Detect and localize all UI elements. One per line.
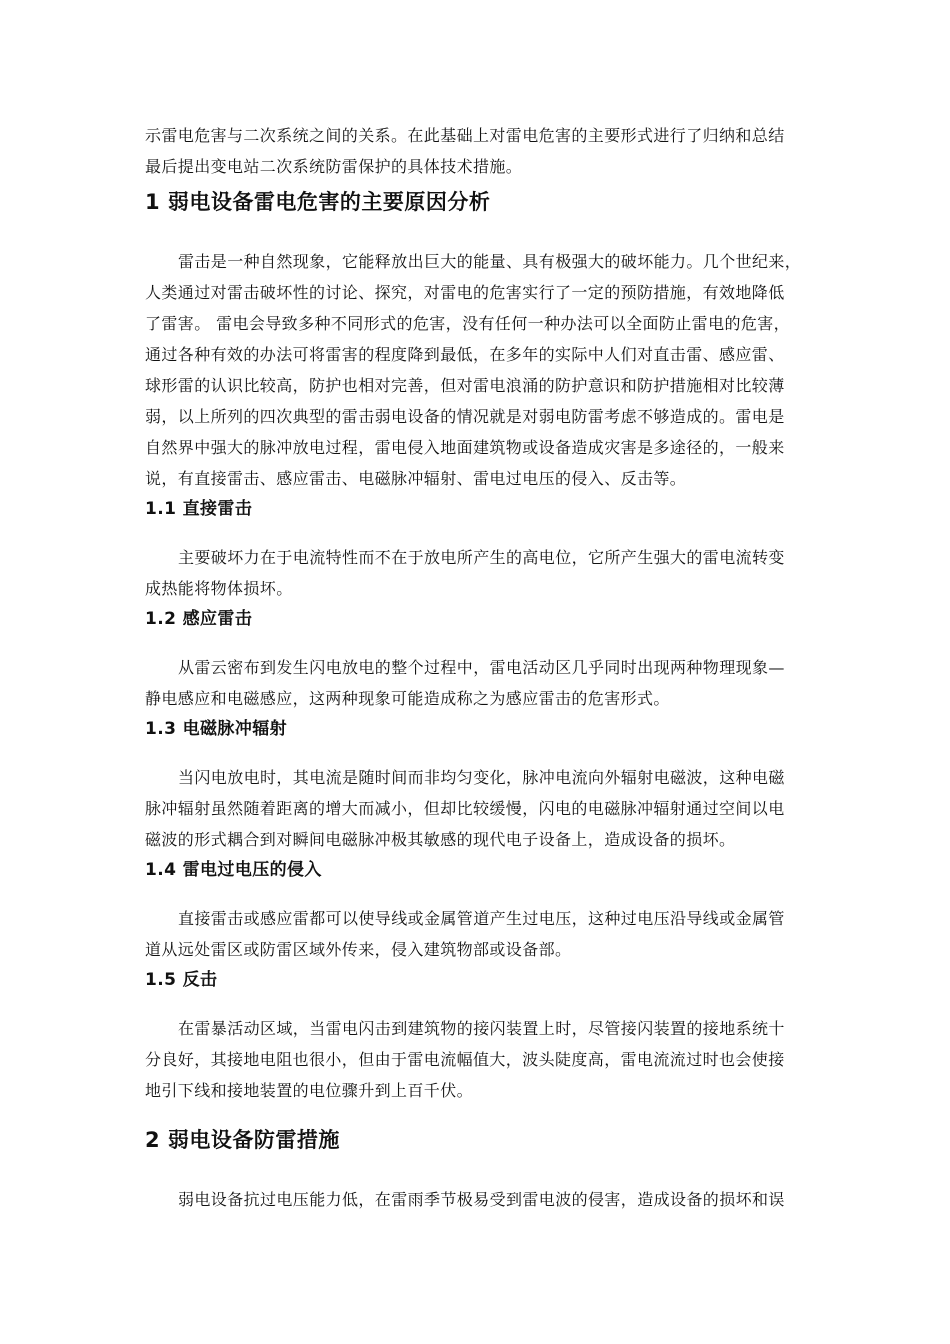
body-line: 了雷害。 雷电会导致多种不同形式的危害，没有任何一种办法可以全面防止雷电的危害， [145, 314, 791, 333]
body-line: 道从远处雷区或防雷区域外传来，侵入建筑物部或设备部。 [145, 940, 572, 959]
subsection-1-5-paragraph [145, 1013, 807, 1106]
body-line: 通过各种有效的办法可将雷害的程度降到最低，在多年的实际中人们对直击雷、感应雷、 [145, 345, 785, 364]
intro-paragraph [145, 120, 807, 182]
body-line: 磁波的形式耦合到对瞬间电磁脉冲极其敏感的现代电子设备上，造成设备的损坏。 [145, 830, 736, 849]
document-page [145, 120, 807, 1215]
body-line: 自然界中强大的脉冲放电过程，雷电侵入地面建筑物或设备造成灾害是多途径的，一般来 [145, 438, 785, 457]
body-line: 弱电设备抗过电压能力低，在雷雨季节极易受到雷电波的侵害，造成设备的损坏和误 [178, 1190, 785, 1209]
subsection-1-5-heading: 1.5 反击 [145, 970, 218, 990]
intro-line: 最后提出变电站二次系统防雷保护的具体技术措施。 [145, 157, 523, 176]
body-line: 地引下线和接地装置的电位骤升到上百千伏。 [145, 1081, 474, 1100]
body-line: 主要破坏力在于电流特性而不在于放电所产生的高电位，它所产生强大的雷电流转变 [178, 548, 785, 567]
subsection-1-3-paragraph [145, 762, 807, 855]
section-1-paragraph [145, 246, 807, 494]
section-2-paragraph [145, 1184, 807, 1215]
section-2-heading: 2 弱电设备防雷措施 [145, 1128, 340, 1152]
body-line: 当闪电放电时，其电流是随时间而非均匀变化，脉冲电流向外辐射电磁波，这种电磁 [178, 768, 785, 787]
body-line: 人类通过对雷击破坏性的讨论、探究，对雷电的危害实行了一定的预防措施，有效地降低 [145, 283, 785, 302]
subsection-1-2-heading: 1.2 感应雷击 [145, 609, 253, 629]
body-line: 雷击是一种自然现象，它能释放出巨大的能量、具有极强大的破坏能力。几个世纪来， [178, 252, 802, 271]
subsection-1-4-heading: 1.4 雷电过电压的侵入 [145, 860, 322, 880]
body-line: 说，有直接雷击、感应雷击、电磁脉冲辐射、雷电过电压的侵入、反击等。 [145, 469, 687, 488]
intro-line: 示雷电危害与二次系统之间的关系。在此基础上对雷电危害的主要形式进行了归纳和总结 [145, 126, 785, 145]
subsection-1-1-heading: 1.1 直接雷击 [145, 499, 253, 519]
body-line: 弱，以上所列的四次典型的雷击弱电设备的情况就是对弱电防雷考虑不够造成的。雷电是 [145, 407, 785, 426]
body-line: 脉冲辐射虽然随着距离的增大而减小，但却比较缓慢，闪电的电磁脉冲辐射通过空间以电 [145, 799, 785, 818]
subsection-1-1-paragraph [145, 542, 807, 604]
subsection-1-4-paragraph [145, 903, 807, 965]
body-line: 成热能将物体损坏。 [145, 579, 293, 598]
body-line: 分良好，其接地电阻也很小，但由于雷电流幅值大，波头陡度高，雷电流流过时也会使接 [145, 1050, 785, 1069]
section-1-heading: 1 弱电设备雷电危害的主要原因分析 [145, 190, 491, 214]
body-line: 从雷云密布到发生闪电放电的整个过程中，雷电活动区几乎同时出现两种物理现象— [178, 658, 785, 677]
subsection-1-3-heading: 1.3 电磁脉冲辐射 [145, 719, 288, 739]
body-line: 静电感应和电磁感应，这两种现象可能造成称之为感应雷击的危害形式。 [145, 689, 670, 708]
body-line: 直接雷击或感应雷都可以使导线或金属管道产生过电压，这种过电压沿导线或金属管 [178, 909, 785, 928]
body-line: 球形雷的认识比较高，防护也相对完善，但对雷电浪涌的防护意识和防护措施相对比较薄 [145, 376, 785, 395]
subsection-1-2-paragraph [145, 652, 807, 714]
body-line: 在雷暴活动区域，当雷电闪击到建筑物的接闪装置上时，尽管接闪装置的接地系统十 [178, 1019, 785, 1038]
